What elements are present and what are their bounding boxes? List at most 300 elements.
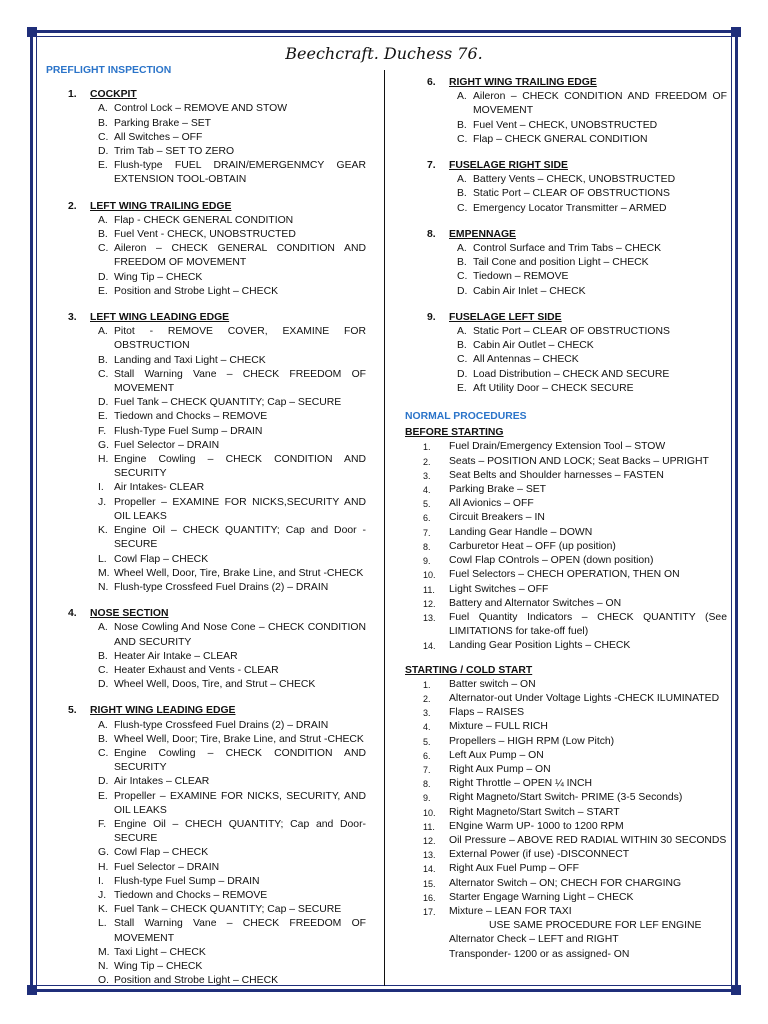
item-letter: C. xyxy=(98,747,109,759)
checklist-item xyxy=(98,524,366,552)
item-text: All Antennas – CHECK xyxy=(473,354,579,366)
section-name: NOSE SECTION xyxy=(90,608,169,620)
item-text: Control Surface and Trim Tabs – CHECK xyxy=(473,243,662,255)
step-text: Landing Gear Position Lights – CHECK xyxy=(449,640,631,652)
section-name: LEFT WING TRAILING EDGE xyxy=(90,200,232,212)
section-number: 5. xyxy=(68,705,77,717)
procedure-step xyxy=(423,848,727,862)
item-text: Wheel Well, Door; Tire, Brake Line, and Strut -CHECK xyxy=(114,733,364,745)
item-letter: C. xyxy=(457,202,468,214)
item-text: Flush-Type Fuel Sump – DRAIN xyxy=(114,425,263,437)
item-text: Heater Exhaust and Vents - CLEAR xyxy=(114,664,279,676)
checklist-section xyxy=(405,159,727,216)
checklist-item xyxy=(98,439,366,453)
starting-title: STARTING / COLD START xyxy=(405,664,533,676)
step-text: Fuel Drain/Emergency Extension Tool – STOW xyxy=(449,441,666,453)
procedure-step xyxy=(423,777,727,791)
before-starting-list xyxy=(405,440,727,653)
step-number: 4. xyxy=(423,485,431,496)
item-letter: C. xyxy=(457,354,468,366)
item-text: Engine Cowling – CHECK CONDITION AND SECURITY xyxy=(114,747,366,774)
section-number: 1. xyxy=(68,89,77,101)
step-number: 12. xyxy=(423,835,436,846)
checklist-item xyxy=(98,102,366,116)
checklist-item xyxy=(98,719,366,733)
procedure-step xyxy=(423,440,727,454)
same-procedure-note: USE SAME PROCEDURE FOR LEF ENGINE xyxy=(489,920,702,932)
checklist-item xyxy=(98,481,366,495)
step-number: 7. xyxy=(423,764,431,775)
item-text: Static Port – CLEAR OF OBSTRUCTIONS xyxy=(473,326,670,338)
checklist-section xyxy=(46,704,366,988)
checklist-section xyxy=(405,311,727,396)
checklist-item xyxy=(98,271,366,285)
procedure-step xyxy=(423,583,727,597)
item-letter: D. xyxy=(98,776,109,788)
procedure-step xyxy=(423,891,727,905)
frame-corner xyxy=(27,27,37,37)
item-letter: E. xyxy=(457,382,467,394)
section-heading xyxy=(68,200,366,214)
checklist-item xyxy=(98,946,366,960)
item-letter: D. xyxy=(98,271,109,283)
item-text: Control Lock – REMOVE AND STOW xyxy=(114,103,288,115)
procedure-step xyxy=(423,692,727,706)
checklist-item xyxy=(98,567,366,581)
item-text: Propeller – EXAMINE FOR NICKS,SECURITY AND OIL LEAKS xyxy=(114,496,366,522)
item-letter: B. xyxy=(98,650,108,662)
item-letter: A. xyxy=(457,174,467,186)
item-letter: D. xyxy=(98,679,109,691)
step-number: 8. xyxy=(423,541,431,552)
procedure-step xyxy=(423,905,727,919)
section-number: 6. xyxy=(427,77,436,88)
step-text: Alternator Switch – ON; CHECH FOR CHARGING xyxy=(449,877,682,889)
step-text: Landing Gear Handle – DOWN xyxy=(449,526,593,538)
item-letter: N. xyxy=(98,960,109,972)
checklist-item xyxy=(98,159,366,187)
checklist-item xyxy=(457,256,727,270)
checklist-section xyxy=(46,88,366,187)
checklist-item xyxy=(457,285,727,299)
procedure-step xyxy=(423,511,727,525)
item-letter: D. xyxy=(98,146,109,158)
step-text: Right Magneto/Start Switch – START xyxy=(449,806,620,818)
step-number: 2. xyxy=(423,456,431,467)
item-letter: G. xyxy=(98,439,109,451)
step-text: External Power (if use) -DISCONNECT xyxy=(449,849,630,861)
step-number: 5. xyxy=(423,499,431,510)
item-letter: E. xyxy=(98,160,108,172)
checklist-item xyxy=(457,173,727,187)
item-letter: M. xyxy=(98,946,110,958)
item-letter: E. xyxy=(98,790,108,802)
item-letter: A. xyxy=(457,91,467,103)
step-text: Seats – POSITION AND LOCK; Seat Backs – UPRIGHT xyxy=(449,455,709,467)
checklist-item xyxy=(98,368,366,396)
procedure-step xyxy=(423,540,727,554)
checklist-item xyxy=(98,903,366,917)
item-text: Aft Utility Door – CHECK SECURE xyxy=(473,382,634,394)
procedure-step xyxy=(423,735,727,749)
checklist-section xyxy=(46,607,366,692)
checklist-item xyxy=(98,790,366,818)
item-letter: B. xyxy=(98,733,108,745)
checklist-item xyxy=(98,285,366,299)
item-letter: L. xyxy=(98,553,107,565)
item-letter: C. xyxy=(457,271,468,283)
item-letter: B. xyxy=(457,340,467,352)
checklist-item xyxy=(98,145,366,159)
step-text: Flaps – RAISES xyxy=(449,707,525,719)
checklist-item xyxy=(98,425,366,439)
step-number: 6. xyxy=(423,513,431,524)
item-text: Parking Brake – SET xyxy=(114,117,212,129)
checklist-item xyxy=(98,775,366,789)
item-text: Wheel Well, Doos, Tire, and Strut – CHECK xyxy=(114,679,316,691)
before-starting-title: BEFORE STARTING xyxy=(405,427,504,439)
section-heading xyxy=(427,76,727,90)
item-text: Aileron – CHECK GENERAL CONDITION AND FREEDOM OF MOVEMENT xyxy=(114,243,366,269)
checklist-item xyxy=(98,974,366,988)
step-text: Parking Brake – SET xyxy=(449,484,547,496)
normal-procedures-heading: NORMAL PROCEDURES xyxy=(405,411,527,423)
item-text: Fuel Vent - CHECK, UNOBSTRUCTED xyxy=(114,229,296,241)
item-letter: B. xyxy=(98,117,108,129)
item-text: Cowl Flap – CHECK xyxy=(114,847,209,859)
item-letter: K. xyxy=(98,904,108,916)
step-text: Mixture – LEAN FOR TAXI xyxy=(449,905,572,917)
procedure-step xyxy=(423,763,727,777)
step-number: 9. xyxy=(423,556,431,567)
procedure-step xyxy=(423,820,727,834)
item-letter: L. xyxy=(98,918,107,930)
item-letter: I. xyxy=(98,482,104,494)
item-text: Cabin Air Outlet – CHECK xyxy=(473,340,594,352)
checklist-item xyxy=(98,917,366,945)
section-number: 4. xyxy=(68,608,77,620)
step-number: 10. xyxy=(423,807,436,818)
section-heading xyxy=(427,159,727,173)
preflight-heading: PREFLIGHT INSPECTION xyxy=(46,65,172,76)
item-letter: B. xyxy=(457,119,467,131)
item-letter: D. xyxy=(98,397,109,409)
item-letter: E. xyxy=(98,285,108,297)
section-number: 8. xyxy=(427,228,436,240)
step-text: Right Aux Pump – ON xyxy=(449,763,551,775)
section-name: LEFT WING LEADING EDGE xyxy=(90,312,230,324)
item-text: Fuel Tank – CHECK QUANTITY; Cap – SECURE xyxy=(114,904,342,916)
item-text: Load Distribution – CHECK AND SECURE xyxy=(473,368,670,380)
left-sections xyxy=(46,88,366,988)
checklist-item xyxy=(98,889,366,903)
right-column xyxy=(405,76,727,962)
step-number: 5. xyxy=(423,736,431,747)
checklist-item xyxy=(98,325,366,353)
step-number: 14. xyxy=(423,641,436,652)
item-letter: C. xyxy=(98,243,109,255)
checklist-item xyxy=(98,396,366,410)
procedure-step xyxy=(423,568,727,582)
step-number: 12. xyxy=(423,598,436,609)
step-number: 13. xyxy=(423,612,436,623)
procedure-step xyxy=(423,639,727,653)
item-text: Taxi Light – CHECK xyxy=(114,946,206,958)
checklist-item xyxy=(98,960,366,974)
procedure-step xyxy=(423,611,727,639)
step-text: Seat Belts and Shoulder harnesses – FASTEN xyxy=(449,469,664,481)
procedure-step xyxy=(423,877,727,891)
item-text: Flush-type Fuel Sump – DRAIN xyxy=(114,875,260,887)
item-letter: M. xyxy=(98,567,110,579)
checklist-item xyxy=(98,214,366,228)
step-number: 2. xyxy=(423,693,431,704)
section-name: RIGHT WING TRAILING EDGE xyxy=(449,77,597,88)
step-text: Battery and Alternator Switches – ON xyxy=(449,597,622,609)
right-sections xyxy=(405,76,727,396)
checklist-item xyxy=(98,496,366,524)
item-text: Position and Strobe Light – CHECK xyxy=(114,975,279,987)
item-text: Engine Oil – CHECH QUANTITY; Cap and Door-SECURE xyxy=(114,818,366,845)
procedure-step xyxy=(423,678,727,692)
item-text: Wing Tip – CHECK xyxy=(114,271,203,283)
item-letter: A. xyxy=(457,243,467,255)
step-number: 3. xyxy=(423,470,431,481)
section-number: 3. xyxy=(68,312,77,324)
step-text: Cowl Flap COntrols – OPEN (down position) xyxy=(449,555,654,567)
item-letter: B. xyxy=(457,257,467,269)
item-text: Battery Vents – CHECK, UNOBSTRUCTED xyxy=(473,174,676,186)
checklist-item xyxy=(98,131,366,145)
item-letter: C. xyxy=(457,133,468,145)
item-text: Tiedown and Chocks – REMOVE xyxy=(114,889,268,901)
item-letter: C. xyxy=(98,664,109,676)
item-text: Flush-type Crossfeed Fuel Drains (2) – DRAIN xyxy=(114,581,329,593)
item-text: Fuel Vent – CHECK, UNOBSTRUCTED xyxy=(473,119,658,131)
checklist-item xyxy=(98,242,366,270)
item-letter: A. xyxy=(98,103,108,115)
item-letter: A. xyxy=(98,719,108,731)
step-number: 10. xyxy=(423,570,436,581)
step-text: Carburetor Heat – OFF (up position) xyxy=(449,540,616,552)
item-text: Static Port – CLEAR OF OBSTRUCTIONS xyxy=(473,188,670,200)
alternator-check: Alternator Check – LEFT and RIGHT xyxy=(449,934,619,946)
checklist-item xyxy=(98,818,366,846)
item-text: Air Intakes- CLEAR xyxy=(114,482,205,494)
item-text: Fuel Tank – CHECK QUANTITY; Cap – SECURE xyxy=(114,397,342,409)
section-name: RIGHT WING LEADING EDGE xyxy=(90,705,236,717)
section-heading xyxy=(427,311,727,325)
item-letter: D. xyxy=(457,285,468,297)
checklist-item xyxy=(457,270,727,284)
procedure-step xyxy=(423,806,727,820)
step-number: 3. xyxy=(423,708,431,719)
step-text: Starter Engage Warning Light – CHECK xyxy=(449,891,634,903)
item-letter: J. xyxy=(98,496,107,508)
checklist-item xyxy=(98,117,366,131)
checklist-item xyxy=(457,368,727,382)
item-text: Landing and Taxi Light – CHECK xyxy=(114,354,266,366)
transponder-note: Transponder- 1200 or as assigned- ON xyxy=(449,948,630,960)
step-text: Right Magneto/Start Switch- PRIME (3-5 Seconds) xyxy=(449,792,683,804)
item-letter: A. xyxy=(98,214,108,226)
left-column xyxy=(46,64,366,988)
procedure-step xyxy=(423,720,727,734)
section-name: EMPENNAGE xyxy=(449,228,516,240)
step-text: All Avionics – OFF xyxy=(449,498,534,510)
item-text: Fuel Selector – DRAIN xyxy=(114,439,220,451)
checklist-item xyxy=(457,242,727,256)
procedure-step xyxy=(423,554,727,568)
item-letter: A. xyxy=(98,622,108,634)
checklist-item xyxy=(98,410,366,424)
frame-corner xyxy=(731,27,741,37)
item-letter: A. xyxy=(457,326,467,338)
step-number: 1. xyxy=(423,442,431,453)
checklist-item xyxy=(98,664,366,678)
step-text: Propellers – HIGH RPM (Low Pitch) xyxy=(449,735,615,747)
checklist-item xyxy=(98,733,366,747)
checklist-item xyxy=(457,90,727,118)
item-text: Nose Cowling And Nose Cone – CHECK CONDITION AND SECURITY xyxy=(114,622,366,648)
item-text: Fuel Selector – DRAIN xyxy=(114,861,220,873)
step-text: Alternator-out Under Voltage Lights -CHECK ILUMINATED xyxy=(449,692,720,704)
item-text: Engine Cowling – CHECK CONDITION AND SECURITY xyxy=(114,454,366,480)
item-text: Trim Tab – SET TO ZERO xyxy=(114,146,235,158)
checklist-item xyxy=(457,133,727,147)
section-name: FUSELAGE RIGHT SIDE xyxy=(449,160,568,172)
step-text: Right Aux Fuel Pump – OFF xyxy=(449,863,579,875)
item-letter: H. xyxy=(98,454,109,466)
checklist-item xyxy=(98,621,366,649)
section-number: 9. xyxy=(427,311,436,323)
step-number: 11. xyxy=(423,584,435,595)
step-text: Fuel Selectors – CHECH OPERATION, THEN ON xyxy=(449,569,680,581)
checklist-item xyxy=(457,382,727,396)
item-text: Tiedown – REMOVE xyxy=(473,271,569,283)
step-number: 17. xyxy=(423,906,436,917)
item-text: Flush-type Crossfeed Fuel Drains (2) – DRAIN xyxy=(114,719,329,731)
step-number: 13. xyxy=(423,850,436,861)
section-heading xyxy=(68,607,366,621)
checklist-section xyxy=(46,311,366,595)
procedure-step xyxy=(423,834,727,848)
section-number: 7. xyxy=(427,160,436,172)
item-text: Wheel Well, Door, Tire, Brake Line, and Strut -CHECK xyxy=(114,567,364,579)
section-heading xyxy=(427,228,727,242)
item-letter: J. xyxy=(98,889,107,901)
step-number: 8. xyxy=(423,779,431,790)
item-text: Emergency Locator Transmitter – ARMED xyxy=(473,202,667,214)
section-number: 2. xyxy=(68,200,77,212)
item-text: Position and Strobe Light – CHECK xyxy=(114,285,279,297)
item-letter: D. xyxy=(457,368,468,380)
column-divider xyxy=(384,70,385,986)
item-letter: B. xyxy=(98,354,108,366)
section-name: FUSELAGE LEFT SIDE xyxy=(449,311,562,323)
item-letter: N. xyxy=(98,581,109,593)
item-text: Air Intakes – CLEAR xyxy=(114,776,210,788)
step-text: Fuel Quantity Indicators – CHECK QUANTITY (See LIMITATIONS for take-off fuel) xyxy=(449,611,727,638)
item-letter: K. xyxy=(98,525,108,537)
checklist-section xyxy=(405,76,727,147)
step-text: Right Throttle – OPEN ¼ INCH xyxy=(449,778,593,790)
step-text: Left Aux Pump – ON xyxy=(449,749,544,761)
step-number: 14. xyxy=(423,864,436,875)
item-text: Cowl Flap – CHECK xyxy=(114,553,209,565)
document-title: Beechcraft. Duchess 76. xyxy=(285,44,483,63)
procedure-step xyxy=(423,749,727,763)
step-text: Light Switches – OFF xyxy=(449,583,549,595)
step-number: 16. xyxy=(423,892,436,903)
checklist-item xyxy=(98,453,366,481)
step-text: Batter switch – ON xyxy=(449,678,536,690)
item-letter: C. xyxy=(98,368,109,380)
checklist-item xyxy=(98,747,366,775)
procedure-step xyxy=(423,526,727,540)
section-heading xyxy=(68,311,366,325)
checklist-item xyxy=(98,846,366,860)
item-letter: C. xyxy=(98,131,109,143)
item-text: Tail Cone and position Light – CHECK xyxy=(473,257,649,269)
item-letter: F. xyxy=(98,818,107,830)
step-text: Circuit Breakers – IN xyxy=(449,512,545,524)
item-letter: G. xyxy=(98,847,109,859)
item-letter: I. xyxy=(98,875,104,887)
item-text: Engine Oil – CHECK QUANTITY; Cap and Door - SECURE xyxy=(114,525,366,551)
checklist-section xyxy=(405,228,727,299)
item-letter: A. xyxy=(98,326,108,338)
procedure-step xyxy=(423,862,727,876)
checklist-item xyxy=(98,678,366,692)
step-text: Oil Pressure – ABOVE RED RADIAL WITHIN 30 SECONDS xyxy=(449,834,727,846)
step-number: 7. xyxy=(423,527,431,538)
section-heading xyxy=(68,88,366,102)
item-text: All Switches – OFF xyxy=(114,131,203,143)
procedure-step xyxy=(423,455,727,469)
checklist-item xyxy=(457,325,727,339)
section-heading xyxy=(68,704,366,718)
procedure-step xyxy=(423,706,727,720)
item-text: Propeller – EXAMINE FOR NICKS, SECURITY, AND OIL LEAKS xyxy=(114,790,366,816)
item-letter: F. xyxy=(98,425,107,437)
checklist-item xyxy=(98,553,366,567)
item-text: Stall Warning Vane – CHECK FREEDOM OF MOVEMENT xyxy=(114,368,366,395)
step-number: 15. xyxy=(423,878,436,889)
item-letter: H. xyxy=(98,861,109,873)
checklist-item xyxy=(457,119,727,133)
checklist-item xyxy=(98,861,366,875)
checklist-item xyxy=(98,228,366,242)
item-text: Tiedown and Chocks – REMOVE xyxy=(114,411,268,423)
step-text: Mixture – FULL RICH xyxy=(449,721,548,733)
item-letter: O. xyxy=(98,975,109,987)
step-text: ENgine Warm UP- 1000 to 1200 RPM xyxy=(449,820,624,832)
procedure-step xyxy=(423,469,727,483)
item-letter: B. xyxy=(98,229,108,241)
procedure-step xyxy=(423,483,727,497)
item-text: Stall Warning Vane – CHECK FREEDOM OF MOVEMENT xyxy=(114,918,366,944)
frame-corner xyxy=(27,985,37,995)
item-text: Flap - CHECK GENERAL CONDITION xyxy=(114,214,294,226)
item-text: Wing Tip – CHECK xyxy=(114,960,203,972)
step-number: 1. xyxy=(423,679,431,690)
procedure-step xyxy=(423,497,727,511)
step-number: 11. xyxy=(423,821,435,832)
item-text: Pitot - REMOVE COVER, EXAMINE FOR OBSTRUCTION xyxy=(114,326,366,352)
checklist-item xyxy=(98,354,366,368)
step-number: 9. xyxy=(423,793,431,804)
